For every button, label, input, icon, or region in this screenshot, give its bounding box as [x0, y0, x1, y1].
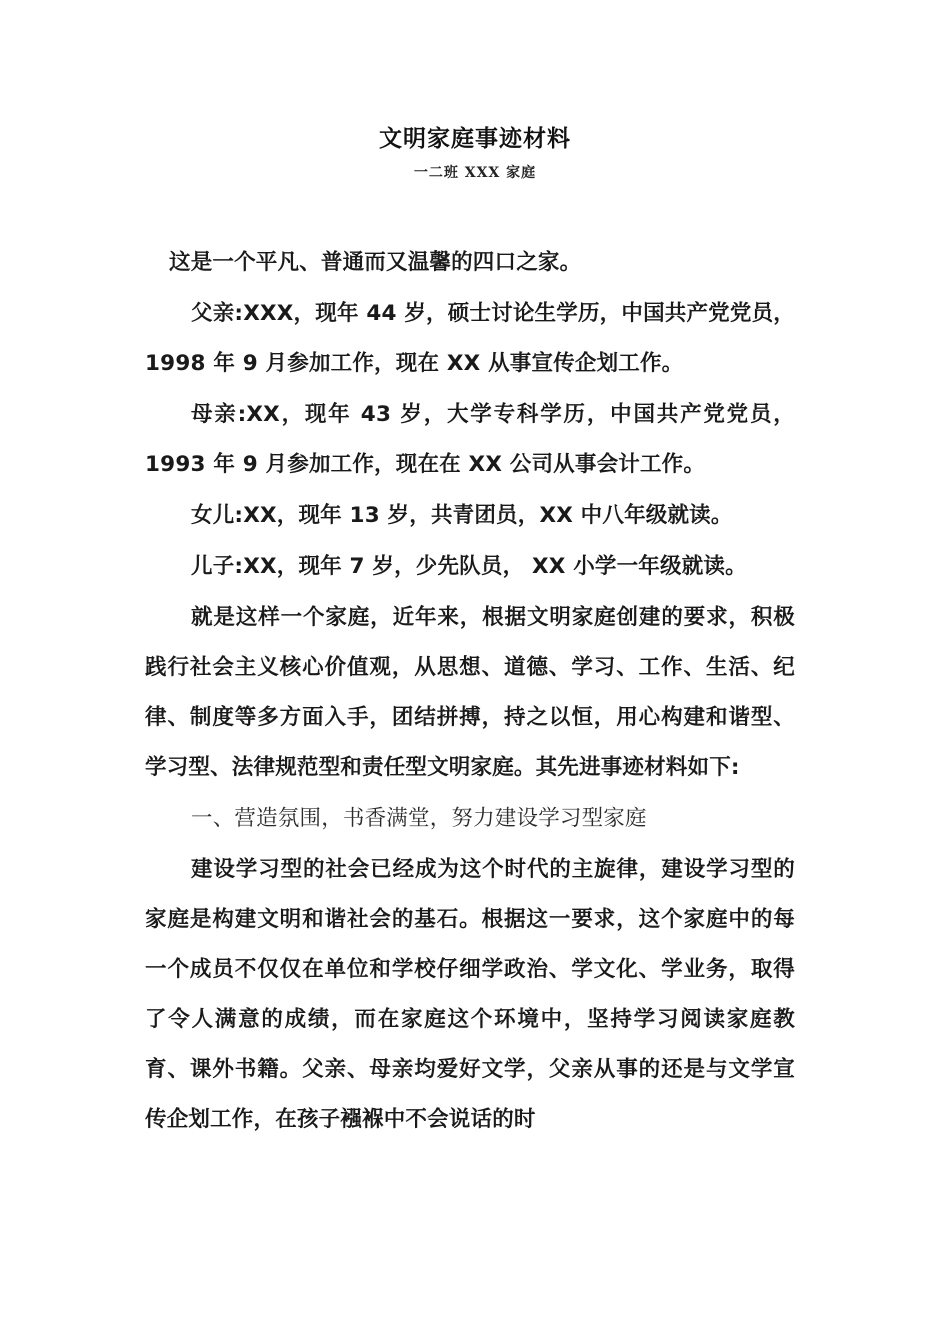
paragraph-son: 儿子:XX，现年 7 岁，少先队员， XX 小学一年级就读。 [191, 554, 747, 579]
document-subtitle: 一二班 XXX 家庭 [413, 165, 537, 181]
section-heading-1: 一、营造氛围，书香满堂，努力建设学习型家庭 [191, 806, 647, 831]
paragraph-intro: 这是一个平凡、普通而又温馨的四口之家。 [169, 250, 582, 275]
paragraph-father: 父亲:XXX，现年 44 岁，硕士讨论生学历，中国共产党党员，1998 年 9 月参加工作，现在 XX 从事宣传企划工作。 [145, 301, 795, 376]
paragraph-daughter: 女儿:XX，现年 13 岁，共青团员，XX 中八年级就读。 [191, 503, 733, 528]
paragraph-summary: 就是这样一个家庭，近年来，根据文明家庭创建的要求，积极践行社会主义核心价值观，从思想、道德、学习、工作、生活、纪律、制度等多方面入手，团结拼搏，持之以恒，用心构建和谐型、学习型、法律规范型和责任型文明家庭。其先进事迹材料如下: [145, 605, 795, 780]
paragraph-learning: 建设学习型的社会已经成为这个时代的主旋律，建设学习型的家庭是构建文明和谐社会的基石。根据这一要求，这个家庭中的每一个成员不仅仅在单位和学校仔细学政治、学文化、学业务，取得了令人满意的成绩，而在家庭这个环境中，坚持学习阅读家庭教育、课外书籍。父亲、母亲均爱好文学，父亲从事的还是与文学宣传企划工作，在孩子襁褓中不会说话的时 [145, 857, 795, 1132]
document-body [145, 238, 795, 1146]
document-title: 文明家庭事迹材料 [379, 126, 571, 152]
paragraph-mother: 母亲:XX，现年 43 岁，大学专科学历，中国共产党党员，1993 年 9 月参加工作，现在在 XX 公司从事会计工作。 [145, 402, 795, 477]
